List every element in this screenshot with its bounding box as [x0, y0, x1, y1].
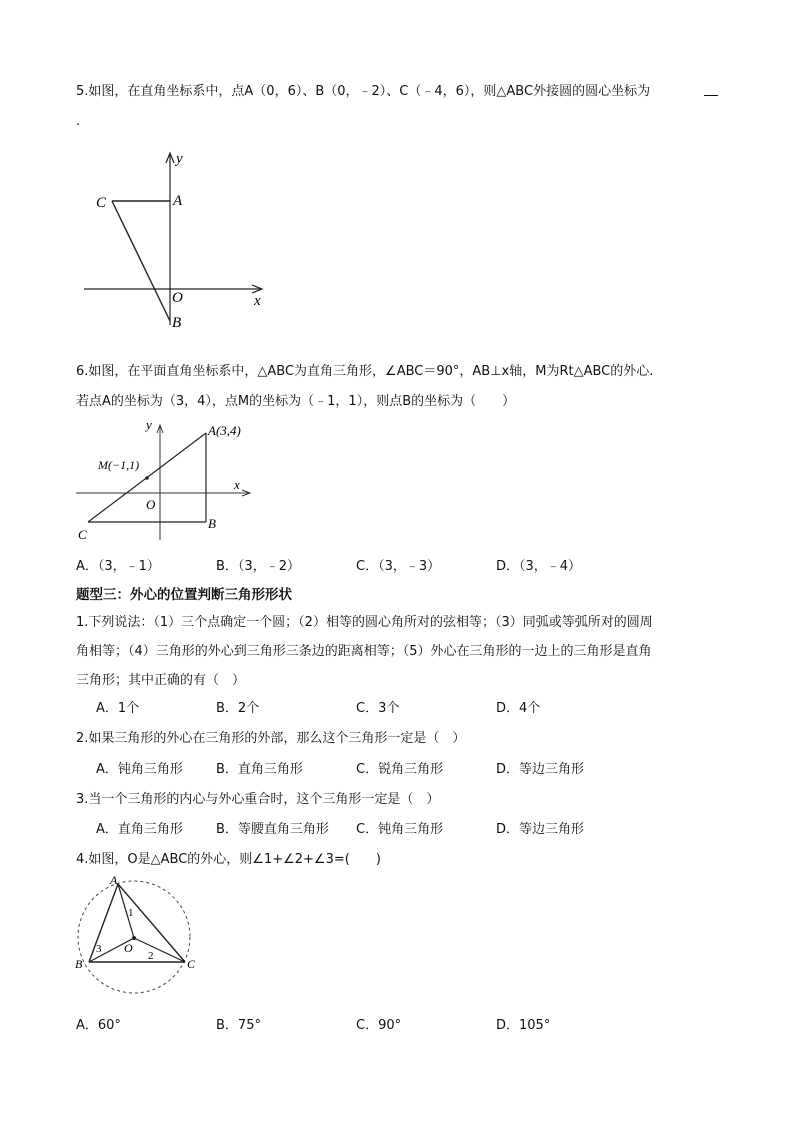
q6-option-a: A．（3，﹣1） [76, 559, 160, 574]
q5-label-y: y [176, 151, 183, 167]
q5-blank-underline [704, 95, 718, 96]
s1-option-b: B．2个 [216, 701, 260, 716]
s1-text-line1: 1.下列说法：（1）三个点确定一个圆；（2）相等的圆心角所对的弦相等；（3）同弧或等弧所对的圆周 [76, 615, 653, 630]
q6-label-b: B [208, 516, 216, 531]
s4-text: 4.如图，O是△ABC的外心，则∠1+∠2+∠3=( ) [76, 852, 381, 867]
q6-label-c: C [78, 527, 87, 542]
s4-option-d: D．105° [496, 1018, 551, 1033]
q6-label-o: O [146, 497, 156, 512]
s4-label-c: C [187, 957, 196, 971]
q5-label-x: x [254, 293, 261, 309]
q6-option-d: D．（3，﹣4） [496, 559, 582, 574]
q6-label-x: x [234, 477, 240, 492]
section-title: 题型三：外心的位置判断三角形形状 [76, 587, 292, 603]
s3-option-a: A．直角三角形 [96, 822, 183, 837]
q5-segment-cb [112, 201, 170, 321]
q6-point-m [145, 476, 149, 480]
s2-option-a: A．钝角三角形 [96, 762, 183, 777]
q6-label-y: y [146, 417, 152, 432]
s3-option-c: C．钝角三角形 [356, 822, 444, 837]
s4-label-b: B [75, 957, 83, 971]
s1-text-line3: 三角形；其中正确的有（ ） [76, 673, 246, 688]
q5-label-c: C [96, 195, 107, 211]
s4-segment-ab [89, 884, 118, 962]
s4-label-a: A [110, 873, 118, 887]
s4-option-a: A．60° [76, 1018, 121, 1033]
s4-label-o: O [124, 941, 133, 955]
s4-figure [72, 872, 212, 1002]
s4-point-o [132, 936, 136, 940]
s3-option-b: B．等腰直角三角形 [216, 822, 329, 837]
s2-option-b: B．直角三角形 [216, 762, 303, 777]
q6-label-m: M(−1,1) [98, 458, 140, 472]
q6-option-b: B．（3，﹣2） [216, 559, 300, 574]
q5-label-b: B [172, 315, 182, 331]
s4-angle-3: 3 [96, 943, 102, 955]
s4-option-c: C．90° [356, 1018, 402, 1033]
q5-text-line2: . [76, 114, 81, 129]
q6-figure [74, 415, 264, 545]
s3-option-d: D．等边三角形 [496, 822, 585, 837]
s4-angle-2: 2 [148, 950, 154, 962]
q6-text-line1: 6.如图，在平面直角坐标系中，△ABC为直角三角形，∠ABC＝90°，AB⊥x轴，M为Rt△ABC的外心. [76, 364, 654, 379]
q6-label-a: A(3,4) [208, 423, 241, 438]
q5-label-o: O [172, 290, 183, 306]
q5-label-a: A [173, 193, 183, 209]
s1-option-d: D．4个 [496, 701, 541, 716]
s4-angle-1: 1 [128, 907, 134, 919]
s2-option-d: D．等边三角形 [496, 762, 585, 777]
s1-option-a: A．1个 [96, 701, 140, 716]
s4-option-b: B．75° [216, 1018, 261, 1033]
q5-text-line1: 5.如图，在直角坐标系中，点A（0，6）、B（0，﹣2）、C（﹣4，6），则△ABC外接圆的圆心坐标为 [76, 84, 651, 99]
s2-option-c: C．锐角三角形 [356, 762, 444, 777]
q6-text-line2: 若点A的坐标为（3，4），点M的坐标为（﹣1，1），则点B的坐标为（ ） [76, 394, 516, 409]
q6-option-c: C．（3，﹣3） [356, 559, 441, 574]
q5-figure [80, 145, 280, 335]
s2-text: 2.如果三角形的外心在三角形的外部，那么这个三角形一定是（ ） [76, 731, 466, 746]
s4-segment-co [134, 938, 185, 962]
s3-text: 3.当一个三角形的内心与外心重合时，这个三角形一定是（ ） [76, 792, 440, 807]
s1-option-c: C．3个 [356, 701, 400, 716]
s1-text-line2: 角相等；（4）三角形的外心到三角形三条边的距离相等；（5）外心在三角形的一边上的三角形是直角 [76, 644, 652, 659]
